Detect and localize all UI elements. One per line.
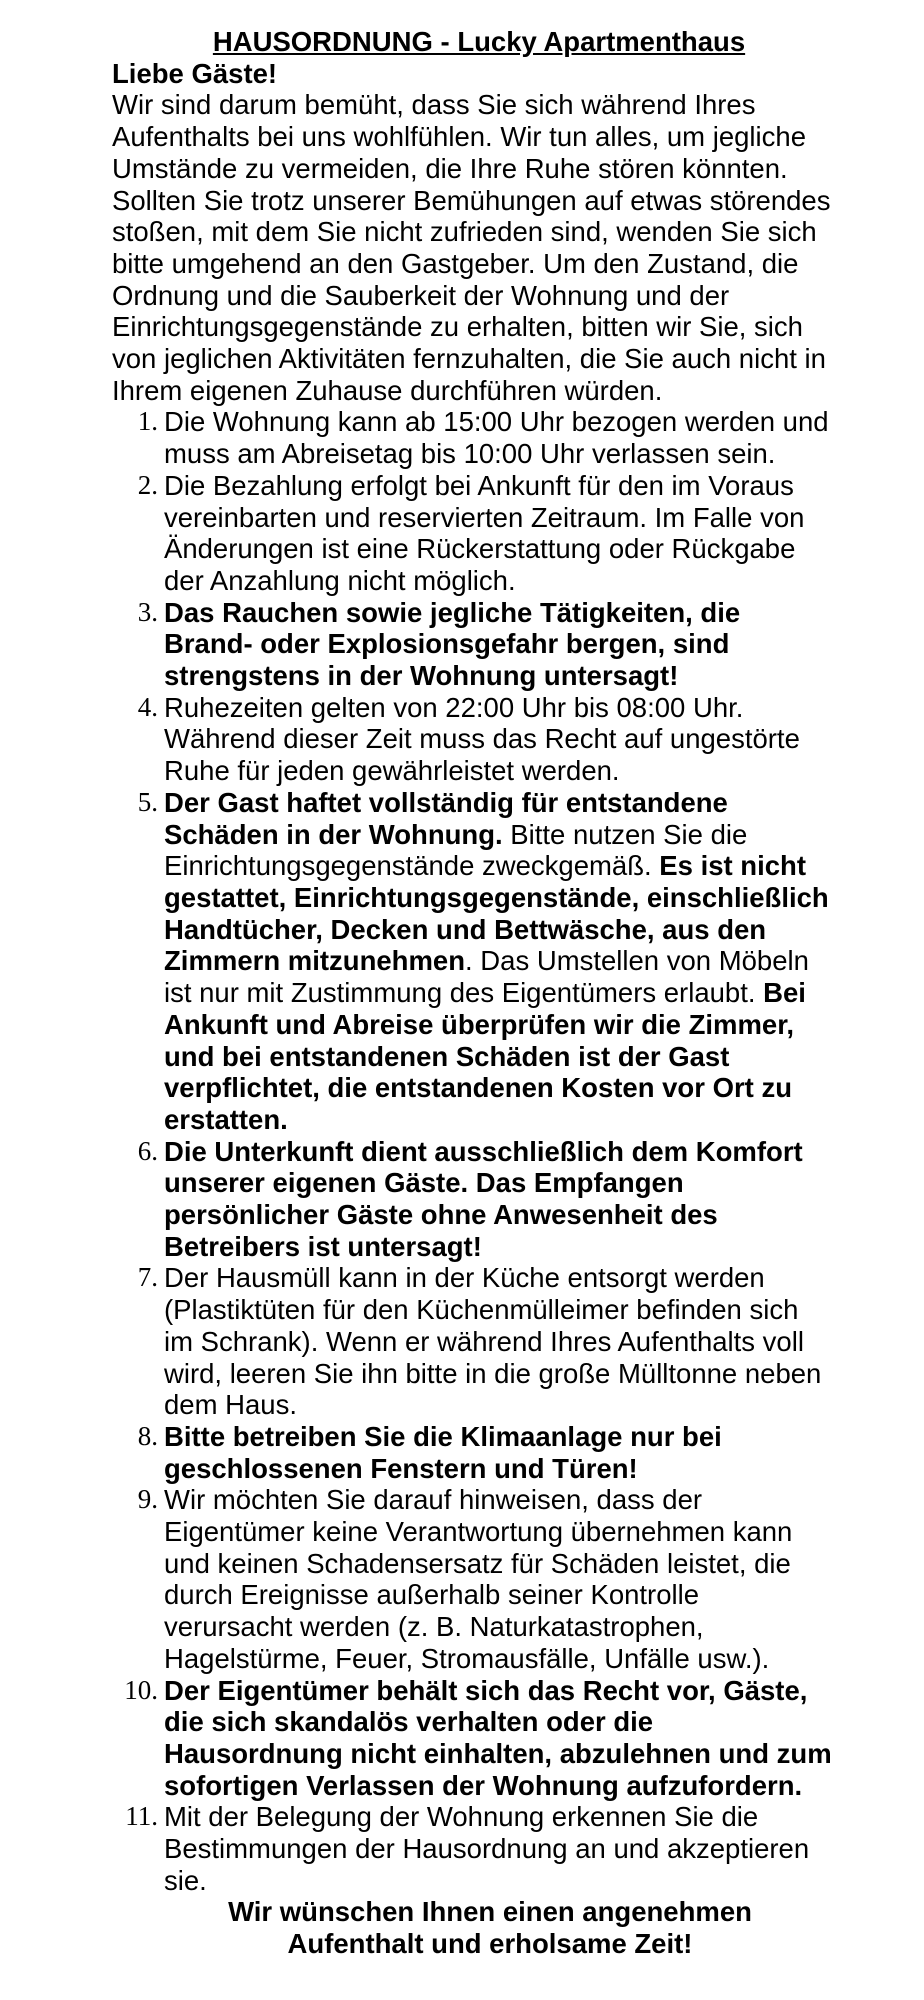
closing-line-2: Aufenthalt und erholsame Zeit!: [287, 1928, 693, 1960]
rule-text-bold: Die Unterkunft dient ausschließlich dem Komfort unserer eigenen Gäste. Das Empfangen persönlicher Gäste ohne Anwesenheit des Betreibers ist untersagt!: [164, 1135, 803, 1262]
rule-number: 1.: [137, 406, 158, 437]
rule-number: 5.: [137, 786, 158, 817]
rule-item-2: [112, 470, 832, 597]
greeting: Liebe Gäste!: [112, 57, 278, 89]
rule-number: 3.: [137, 596, 158, 627]
rule-text-bold: Bei Ankunft und Abreise überprüfen wir die Zimmer, und bei entstandenen Schäden ist der Gast verpflichtet, die entstandenen Kosten vor Ort zu erstatten.: [164, 977, 806, 1135]
rules-list: [112, 406, 832, 1896]
rule-text: Die Wohnung kann ab 15:00 Uhr bezogen werden und muss am Abreisetag bis 10:00 Uhr verlassen sein.: [164, 406, 829, 470]
rule-number: 8.: [137, 1420, 158, 1451]
rule-text-bold: Bitte betreiben Sie die Klimaanlage nur bei geschlossenen Fenstern und Türen!: [164, 1420, 722, 1484]
rule-number: 10.: [124, 1674, 158, 1705]
rule-text: Wir möchten Sie darauf hinweisen, dass der Eigentümer keine Verantwortung übernehmen kann und keinen Schadensersatz für Schäden leistet, die durch Ereignisse außerhalb seiner Kontrolle verursacht werden (z. B. Naturkatastrophen, Hagelstürme, Feuer, Stromausfälle, Unfälle usw.).: [164, 1484, 793, 1674]
rule-number: 7.: [137, 1262, 158, 1293]
rule-text-bold: Der Gast haftet vollständig für entstandene Schäden in der Wohnung.: [164, 786, 728, 850]
rule-item-4: [112, 692, 832, 787]
rule-number: 9.: [137, 1484, 158, 1515]
closing-message: [112, 1896, 832, 1959]
rule-item-7: [112, 1262, 832, 1421]
closing-line-1: Wir wünschen Ihnen einen angenehmen: [228, 1896, 752, 1928]
rule-text-bold: Es ist nicht gestattet, Einrichtungsgegenstände, einschließlich Handtücher, Decken und Bettwäsche, aus den Zimmern mitzunehmen: [164, 850, 829, 977]
rule-text: Mit der Belegung der Wohnung erkennen Sie die Bestimmungen der Hausordnung an und akzeptieren sie.: [164, 1801, 810, 1896]
rule-item-1: [112, 406, 832, 469]
rule-text-bold: Das Rauchen sowie jegliche Tätigkeiten, die Brand- oder Explosionsgefahr bergen, sind strengstens in der Wohnung untersagt!: [164, 596, 741, 692]
rule-number: 2.: [137, 469, 158, 500]
rule-text: Ruhezeiten gelten von 22:00 Uhr bis 08:00 Uhr. Während dieser Zeit muss das Recht auf ungestörte Ruhe für jeden gewährleistet werden.: [164, 691, 800, 787]
rule-text: . Das Umstellen von Möbeln ist nur mit Zustimmung des Eigentümers erlaubt.: [164, 945, 809, 1009]
rule-item-5: [112, 787, 832, 1136]
rule-text: Der Hausmüll kann in der Küche entsorgt werden (Plastiktüten für den Küchenmülleimer befinden sich im Schrank). Wenn er während Ihres Aufenthalts voll wird, leeren Sie ihn bitte in die große Mülltonne neben dem Haus.: [164, 1262, 822, 1421]
rule-text: Die Bezahlung erfolgt bei Ankunft für den im Voraus vereinbarten und reservierten Zeitraum. Im Falle von Änderungen ist eine Rückerstattung oder Rückgabe der Anzahlung nicht möglich.: [164, 469, 805, 596]
rule-item-11: [112, 1801, 832, 1896]
rule-item-3: [112, 597, 832, 692]
rule-item-9: [112, 1484, 832, 1674]
rule-text-bold: Der Eigentümer behält sich das Recht vor, Gäste, die sich skandalös verhalten oder die Hausordnung nicht einhalten, abzulehnen und zum sofortigen Verlassen der Wohnung aufzufordern.: [164, 1674, 832, 1801]
rule-number: 11.: [125, 1801, 158, 1832]
rule-number: 6.: [137, 1135, 158, 1166]
rule-number: 4.: [137, 691, 158, 722]
rule-text: Bitte nutzen Sie die Einrichtungsgegenstände zweckgemäß.: [164, 818, 748, 882]
rule-item-8: [112, 1421, 832, 1484]
rule-item-10: [112, 1675, 832, 1802]
intro-paragraph: Wir sind darum bemüht, dass Sie sich während Ihres Aufenthalts bei uns wohlfühlen. Wir tun alles, um jegliche Umstände zu vermeiden, die Ihre Ruhe stören könnten. Sollten Sie trotz unserer Bemühungen auf etwas störendes stoßen, mit dem Sie nicht zufrieden sind, wenden Sie sich bitte umgehend an den Gastgeber. Um den Zustand, die Ordnung und die Sauberkeit der Wohnung und der Einrichtungsgegenstände zu erhalten, bitten wir Sie, sich von jeglichen Aktivitäten fernzuhalten, die Sie auch nicht in Ihrem eigenen Zuhause durchführen würden.: [112, 89, 831, 406]
rule-item-6: [112, 1136, 832, 1263]
document-title: HAUSORDNUNG - Lucky Apartmenthaus: [212, 26, 746, 57]
